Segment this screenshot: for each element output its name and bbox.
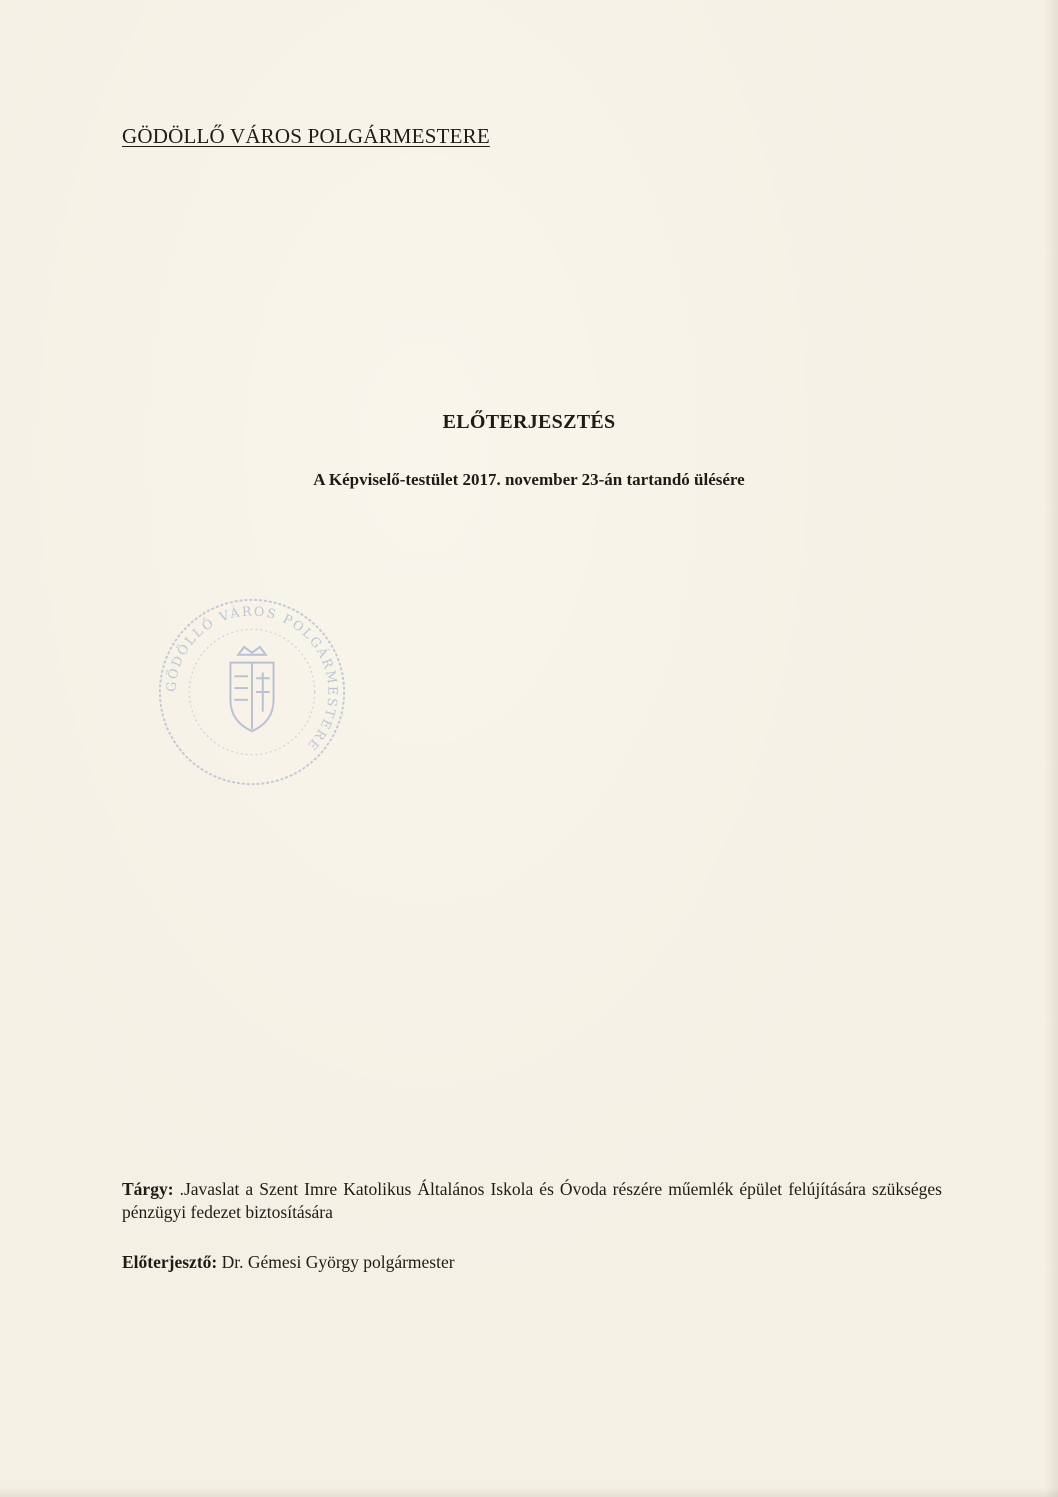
stamp-text: GÖDÖLLŐ VÁROS POLGÁRMESTERE [164, 604, 340, 754]
official-stamp-seal [154, 594, 350, 790]
page-edge-shadow [1044, 0, 1058, 1497]
document-title: ELŐTERJESZTÉS [442, 411, 616, 433]
document-subtitle: A Képviselő-testület 2017. november 23-án tartandó ülésére [313, 470, 745, 489]
presenter-line [122, 1252, 455, 1273]
presenter-text: Dr. Gémesi György polgármester [217, 1252, 455, 1272]
coat-of-arms-icon [230, 647, 273, 731]
presenter-label: Előterjesztő: [122, 1252, 218, 1272]
subject-paragraph [122, 1178, 942, 1224]
subject-text: .Javaslat a Szent Imre Katolikus Általános Iskola és Óvoda részére műemlék épület felújítására szükséges pénzügyi fedezet biztosítására [122, 1179, 942, 1222]
office-header: GÖDÖLLŐ VÁROS POLGÁRMESTERE [122, 124, 490, 148]
page-bottom-shadow [0, 1487, 1058, 1497]
subject-label: Tárgy: [122, 1179, 174, 1199]
